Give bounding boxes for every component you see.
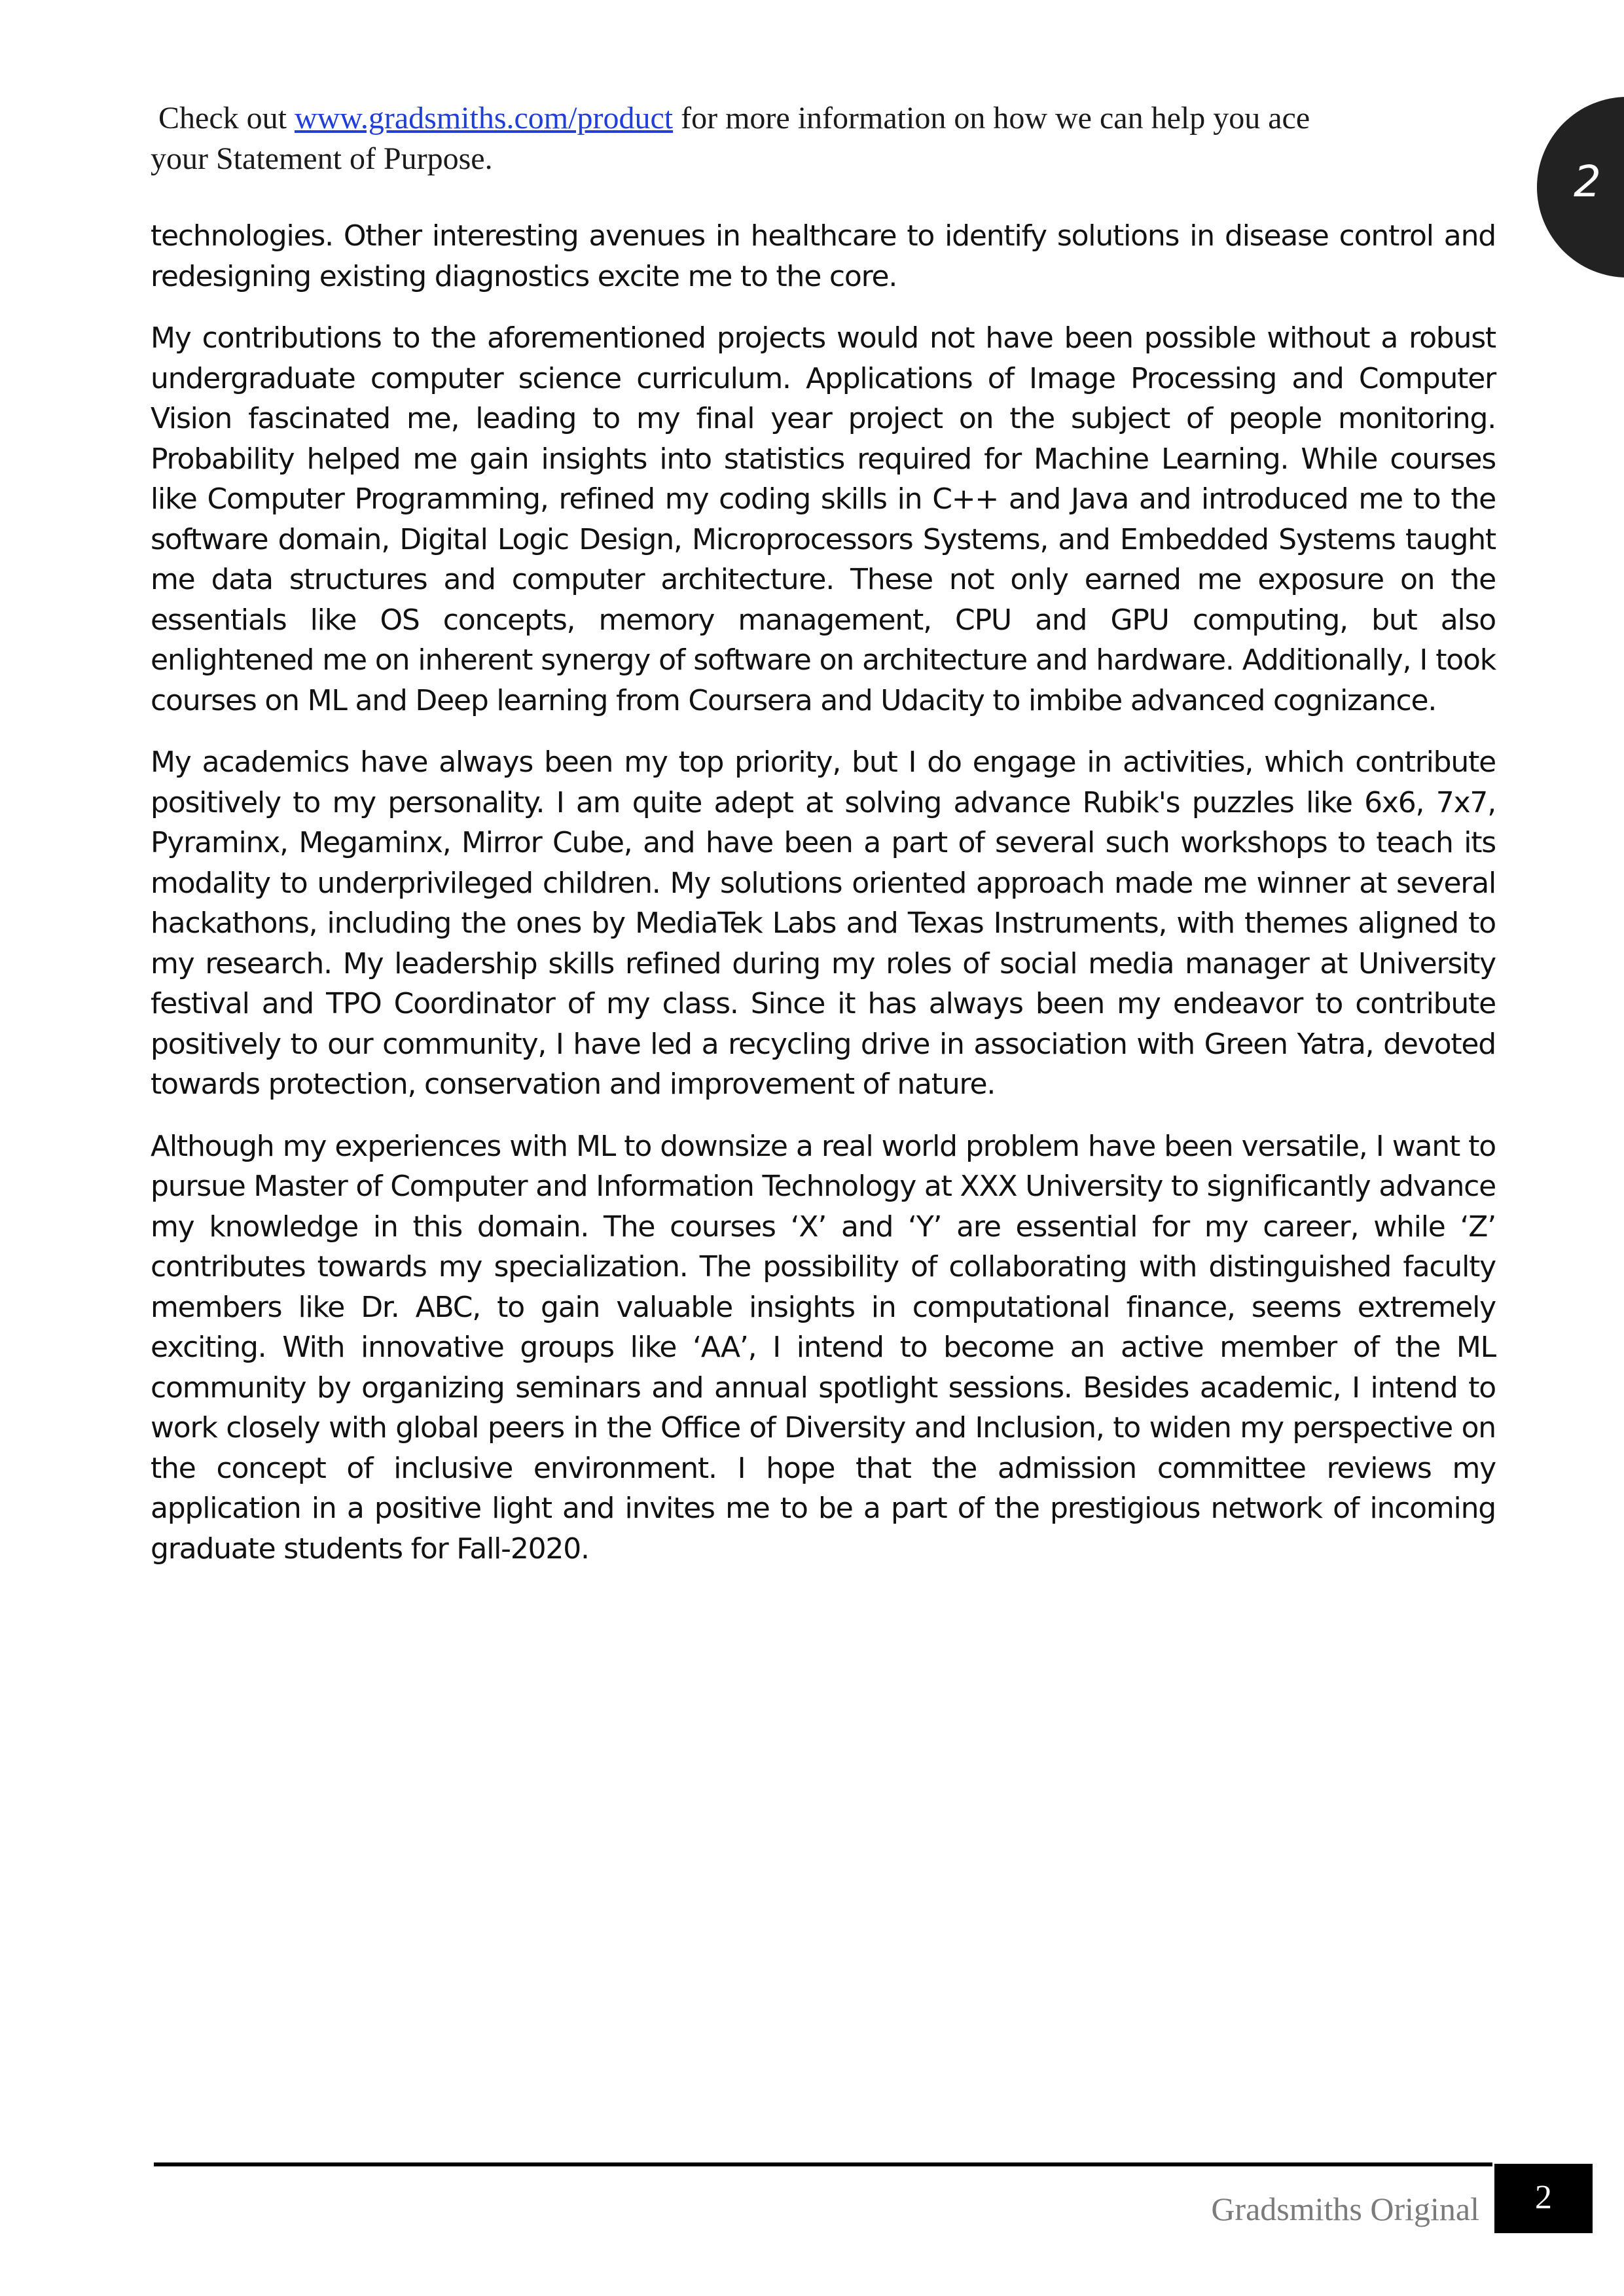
footer-brand-label: Gradsmiths Original bbox=[1211, 2191, 1479, 2227]
body-paragraph: My academics have always been my top priority, but I do engage in activities, which contribute positively to my personality. I am quite adept at solving advance Rubik's puzzles like 6x6, 7x7, Pyraminx, Megaminx, Mirror Cube, and have been a part of several such workshops to teach its modality to underprivileged children. My solutions oriented approach made me winner at several hackathons, including the ones by MediaTek Labs and Texas Instruments, with themes aligned to my research. My leadership skills refined during my roles of social media manager at University festival and TPO Coordinator of my class. Since it has always been my endeavor to contribute positively to our community, I have led a recycling drive in association with Green Yatra, devoted towards protection, conservation and improvement of nature. bbox=[151, 745, 1496, 1101]
footer-page-number: 2 bbox=[1535, 2179, 1552, 2216]
promo-header bbox=[151, 98, 1473, 179]
corner-page-number: 2 bbox=[1574, 156, 1601, 207]
promo-suffix: for more information on how we can help you ace bbox=[681, 101, 1310, 135]
body-paragraph: technologies. Other interesting avenues in healthcare to identify solutions in disease control and redesigning existing diagnostics excite me to the core. bbox=[151, 219, 1496, 293]
promo-line-2: your Statement of Purpose. bbox=[151, 141, 493, 176]
footer-page-box bbox=[1494, 2164, 1593, 2233]
document-body bbox=[151, 216, 1496, 1590]
body-paragraph: Although my experiences with ML to downsize a real world problem have been versatile, I want to pursue Master of Computer and Information Technology at XXX University to significantly advance my knowledge in this domain. The courses ‘X’ and ‘Y’ are essential for my career, while ‘Z’ contributes towards my specialization. The possibility of collaborating with distinguished faculty members like Dr. ABC, to gain valuable insights in computational finance, seems extremely exciting. With innovative groups like ‘AA’, I intend to become an active member of the ML community by organizing seminars and annual spotlight sessions. Besides academic, I intend to work closely with global peers in the Office of Diversity and Inclusion, to widen my perspective on the concept of inclusive environment. I hope that the admission committee reviews my application in a positive light and invites me to be a part of the prestigious network of incoming graduate students for Fall-2020. bbox=[151, 1129, 1496, 1566]
body-paragraph: My contributions to the aforementioned projects would not have been possible without a robust undergraduate computer science curriculum. Applications of Image Processing and Computer Vision fascinated me, leading to my final year project on the subject of people monitoring. Probability helped me gain insights into statistics required for Machine Learning. While courses like Computer Programming, refined my coding skills in C++ and Java and introduced me to the software domain, Digital Logic Design, Microprocessors Systems, and Embedded Systems taught me data structures and computer architecture. These not only earned me exposure on the essentials like OS concepts, memory management, CPU and GPU computing, but also enlightened me on inherent synergy of software on architecture and hardware. Additionally, I took courses on ML and Deep learning from Coursera and Udacity to imbibe advanced cognizance. bbox=[151, 321, 1496, 717]
footer-divider bbox=[154, 2162, 1492, 2166]
promo-prefix: Check out bbox=[158, 101, 287, 135]
promo-line-1 bbox=[151, 98, 1473, 139]
gradsmiths-product-link[interactable]: www.gradsmiths.com/product bbox=[294, 101, 674, 135]
